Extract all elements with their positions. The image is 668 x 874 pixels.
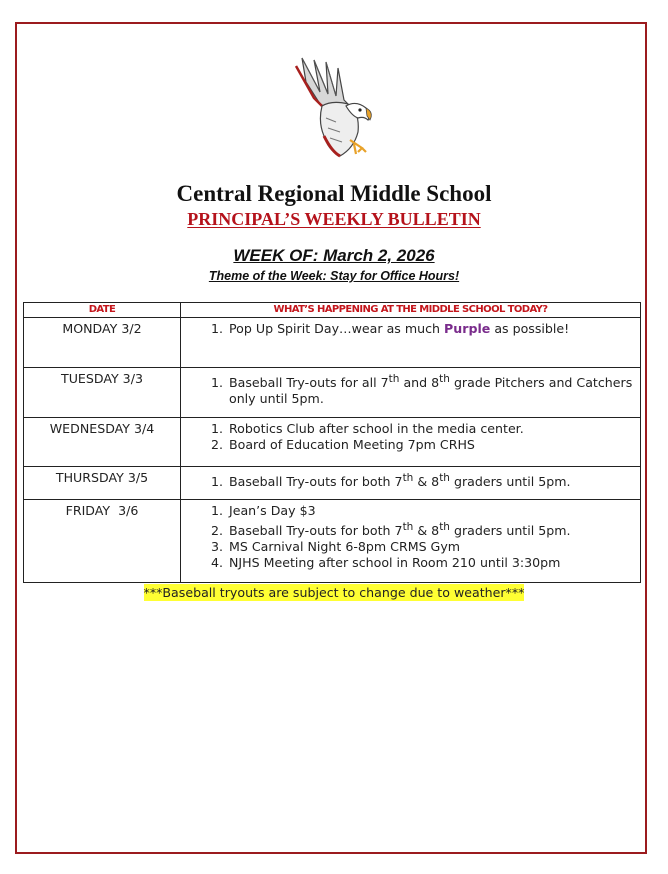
day-label: THURSDAY 3/5: [24, 467, 181, 500]
day-label: MONDAY 3/2: [24, 318, 181, 368]
week-of-heading: WEEK OF: March 2, 2026: [233, 246, 435, 265]
event-item: 2. Board of Education Meeting 7pm CRHS: [227, 437, 639, 453]
day-label: FRIDAY 3/6: [24, 500, 181, 583]
event-item: 1. Pop Up Spirit Day…wear as much Purple as possible!: [227, 321, 639, 337]
weather-notice: [0, 582, 668, 601]
theme-of-week: Theme of the Week: Stay for Office Hours!: [208, 269, 460, 283]
table-row-tuesday: [24, 368, 641, 418]
event-list: [181, 503, 639, 571]
event-item: 2. Baseball Try-outs for both 7th & 8th graders until 5pm.: [227, 519, 639, 539]
table-row-wednesday: [24, 418, 641, 467]
schedule-table: [23, 302, 641, 583]
table-header-row: [24, 303, 641, 318]
event-item: 1. Jean’s Day $3: [227, 503, 639, 519]
table-row-thursday: [24, 467, 641, 500]
event-list: [181, 321, 639, 337]
table-row-friday: [24, 500, 641, 583]
event-item: 1. Robotics Club after school in the media center.: [227, 421, 639, 437]
event-item: 1. Baseball Try-outs for both 7th & 8th graders until 5pm.: [227, 470, 639, 490]
bulletin-title: PRINCIPAL’S WEEKLY BULLETIN: [187, 209, 481, 229]
day-label: TUESDAY 3/3: [24, 368, 181, 418]
event-item: 1. Baseball Try-outs for all 7th and 8th grade Pitchers and Catchers only until 5pm.: [227, 371, 639, 407]
happening-column-header: WHAT’S HAPPENING AT THE MIDDLE SCHOOL TODAY?: [181, 303, 641, 318]
eagle-mascot-icon: [292, 52, 378, 160]
school-name: Central Regional Middle School: [176, 181, 492, 206]
event-list: [181, 421, 639, 453]
event-list: [181, 470, 639, 490]
highlighted-note: ***Baseball tryouts are subject to change due to weather***: [143, 585, 525, 600]
purple-emphasis: Purple: [444, 321, 491, 336]
event-list: [181, 371, 639, 407]
event-item: 4. NJHS Meeting after school in Room 210 until 3:30pm: [227, 555, 639, 571]
event-item: 3. MS Carnival Night 6-8pm CRMS Gym: [227, 539, 639, 555]
date-column-header: DATE: [24, 303, 181, 318]
table-row-monday: [24, 318, 641, 368]
day-label: WEDNESDAY 3/4: [24, 418, 181, 467]
